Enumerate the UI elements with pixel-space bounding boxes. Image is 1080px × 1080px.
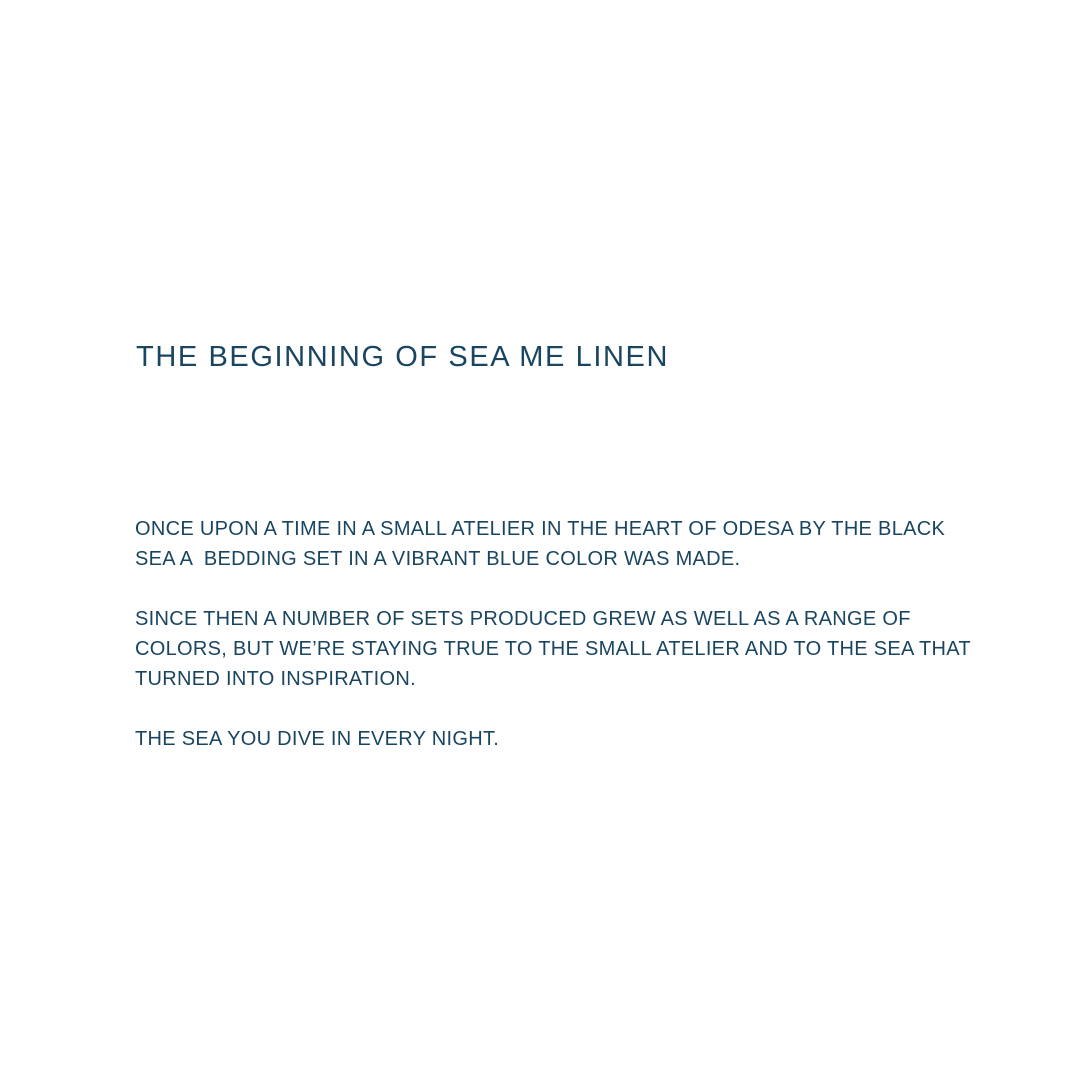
story-line: SINCE THEN A NUMBER OF SETS PRODUCED GREW AS WELL AS A RANGE OF [135, 608, 911, 630]
story-line: ONCE UPON A TIME IN A SMALL ATELIER IN THE HEART OF ODESA BY THE BLACK [135, 518, 946, 540]
story-paragraph [135, 724, 971, 754]
story-line: THE SEA YOU DIVE IN EVERY NIGHT. [135, 728, 500, 750]
story-text-block [135, 514, 971, 784]
page-title: THE BEGINNING OF SEA ME LINEN [136, 341, 670, 374]
story-line: SEA A BEDDING SET IN A VIBRANT BLUE COLOR WAS MADE. [135, 548, 741, 570]
story-line: TURNED INTO INSPIRATION. [135, 668, 416, 690]
story-paragraph [135, 514, 971, 574]
story-paragraph [135, 604, 971, 694]
story-line: COLORS, BUT WE’RE STAYING TRUE TO THE SMALL ATELIER AND TO THE SEA THAT [135, 638, 971, 660]
